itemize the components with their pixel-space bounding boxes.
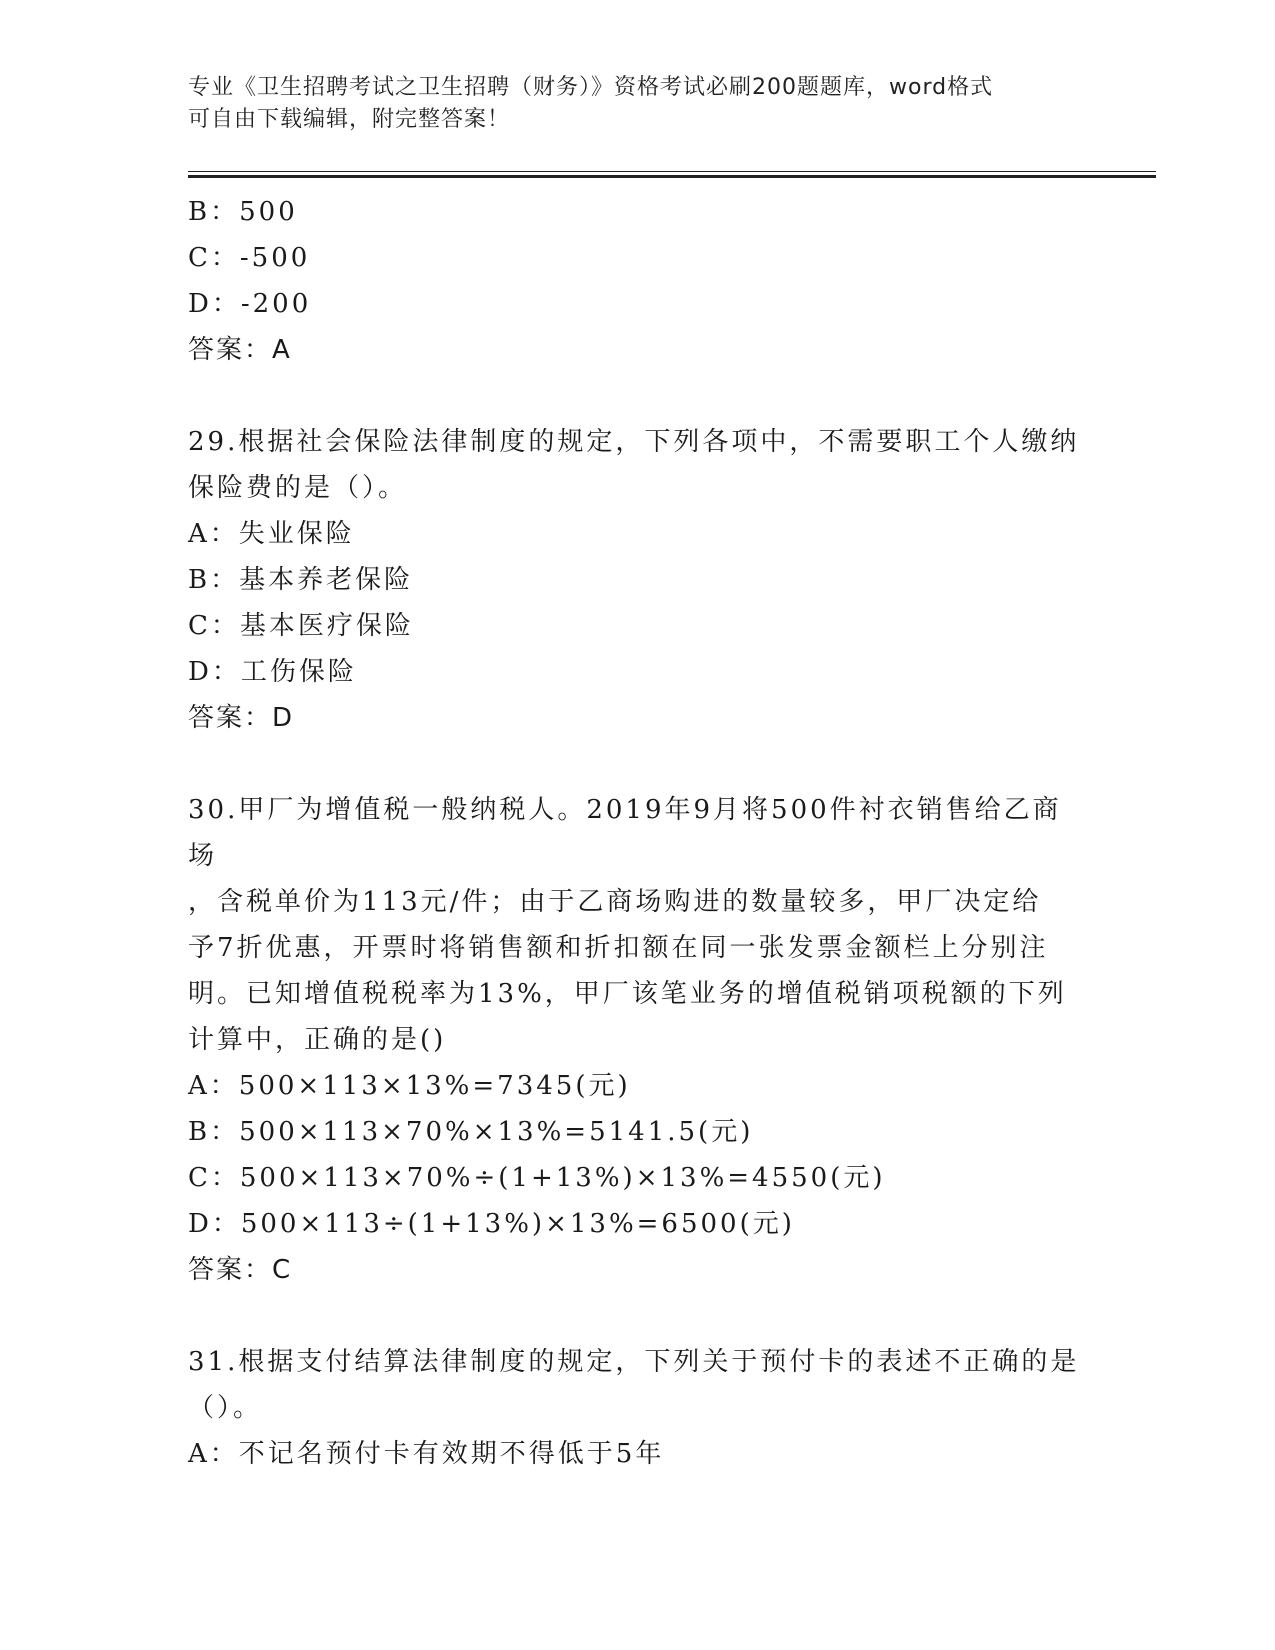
option-b: B：500 bbox=[188, 197, 298, 227]
question-29 bbox=[188, 419, 1088, 741]
stem-line: 31.根据支付结算法律制度的规定，下列关于预付卡的表述不正确的是 bbox=[188, 1347, 1080, 1377]
stem-line: 明。已知增值税税率为13%，甲厂该笔业务的增值税销项税额的下列 bbox=[188, 979, 1067, 1009]
option-a: A：不记名预付卡有效期不得低于5年 bbox=[188, 1439, 665, 1469]
page-header bbox=[188, 72, 1068, 136]
header-rule-thin bbox=[188, 171, 1156, 172]
stem-line: 30.甲厂为增值税一般纳税人。2019年9月将500件衬衣销售给乙商场 bbox=[188, 795, 1062, 871]
option-b: B：500×113×70%×13%=5141.5(元) bbox=[188, 1117, 754, 1147]
option-a: A：失业保险 bbox=[188, 519, 355, 549]
question-stem bbox=[188, 419, 1088, 511]
option-c: C：500×113×70%÷(1+13%)×13%=4550(元) bbox=[188, 1163, 886, 1193]
stem-line: ，含税单价为113元/件；由于乙商场购进的数量较多，甲厂决定给 bbox=[188, 887, 1042, 917]
stem-line: 予7折优惠，开票时将销售额和折扣额在同一张发票金额栏上分别注 bbox=[188, 933, 1049, 963]
header-title-line-1: 专业《卫生招聘考试之卫生招聘（财务）》资格考试必刷200题题库，word格式 bbox=[188, 75, 994, 100]
question-30 bbox=[188, 787, 1088, 1293]
spacer bbox=[188, 373, 1088, 419]
question-stem bbox=[188, 787, 1088, 1063]
question-31 bbox=[188, 1339, 1088, 1477]
option-a: A：500×113×13%=7345(元) bbox=[188, 1071, 631, 1101]
option-d: D：-200 bbox=[188, 289, 312, 319]
stem-line: （）。 bbox=[188, 1393, 263, 1423]
option-b: B：基本养老保险 bbox=[188, 565, 414, 595]
header-title-line-2: 可自由下载编辑，附完整答案！ bbox=[188, 107, 511, 132]
option-c: C：-500 bbox=[188, 243, 311, 273]
question-stem bbox=[188, 1339, 1088, 1431]
answer-label: 答案：A bbox=[188, 335, 292, 365]
stem-line: 保险费的是（）。 bbox=[188, 473, 408, 503]
stem-line: 计算中，正确的是() bbox=[188, 1025, 447, 1055]
option-d: D：工伤保险 bbox=[188, 657, 357, 687]
answer-label: 答案：D bbox=[188, 703, 295, 733]
answer-label: 答案：C bbox=[188, 1255, 293, 1285]
question-28-continued bbox=[188, 189, 1088, 373]
spacer bbox=[188, 1293, 1088, 1339]
spacer bbox=[188, 741, 1088, 787]
header-rule-thick bbox=[188, 175, 1156, 178]
option-d: D：500×113÷(1+13%)×13%=6500(元) bbox=[188, 1209, 795, 1239]
option-c: C：基本医疗保险 bbox=[188, 611, 414, 641]
stem-line: 29.根据社会保险法律制度的规定，下列各项中，不需要职工个人缴纳 bbox=[188, 427, 1080, 457]
question-list bbox=[188, 189, 1088, 1477]
